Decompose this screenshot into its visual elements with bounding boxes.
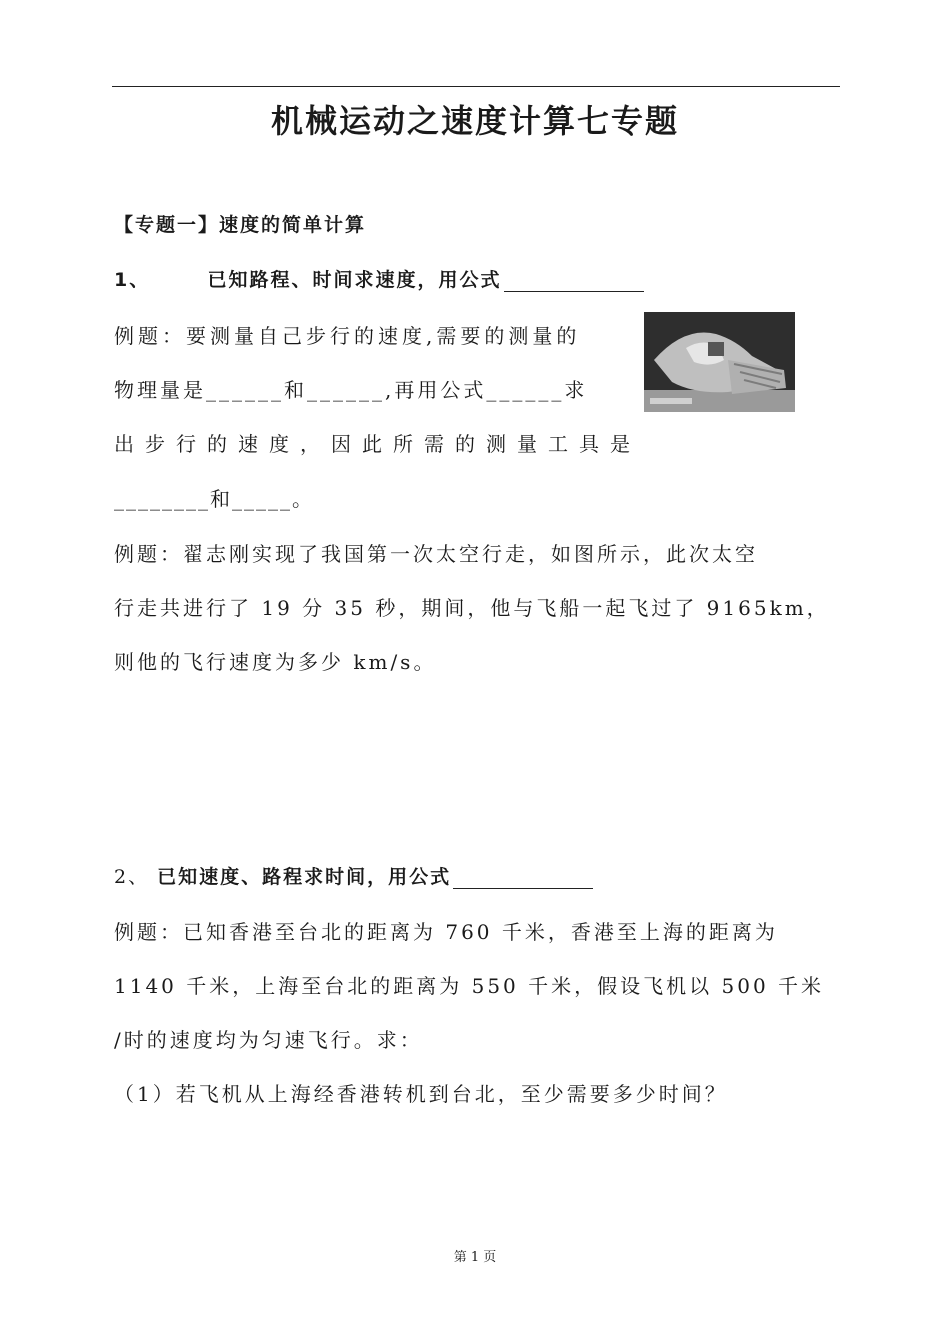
top-rule [112,86,840,87]
example-2-line-1: 例题：翟志刚实现了我国第一次太空行走，如图所示，此次太空 [114,542,758,566]
example-1-line-1: 例题：要测量自己步行的速度,需要的测量的 [114,324,581,348]
section-heading: 【专题一】速度的简单计算 [114,214,367,236]
question-2 [114,862,593,889]
sub-question-1: （1）若飞机从上海经香港转机到台北，至少需要多少时间？ [114,1082,728,1106]
example-1-line-2: 物理量是______和______,再用公式______求 [114,378,588,402]
example-3-line-3: /时的速度均为匀速飞行。求： [114,1028,423,1052]
question-2-number: 2、 [114,866,150,888]
page-number: 第 1 页 [453,1250,497,1265]
example-3-line-1: 例题：已知香港至台北的距离为 760 千米，香港至上海的距离为 [114,920,778,944]
formula-blank-2 [453,888,593,889]
question-1-number: 1、 [114,269,151,291]
example-2-line-2: 行走共进行了 19 分 35 秒，期间，他与飞船一起飞过了 9165km， [114,596,830,620]
example-3-line-2: 1140 千米，上海至台北的距离为 550 千米，假设飞机以 500 千米 [114,974,825,998]
example-1-line-3: 出步行的速度，因此所需的测量工具是 [114,432,641,456]
example-1-line-4: ________和_____。 [114,487,314,511]
formula-blank [504,291,644,292]
question-1 [114,265,644,292]
question-1-text: 已知路程、时间求速度，用公式 [207,269,502,291]
example-2-line-3: 则他的飞行速度为多少 km/s。 [114,650,437,674]
page-title: 机械运动之速度计算七专题 [270,102,679,140]
question-2-text: 已知速度、路程求时间，用公式 [157,866,452,888]
spacewalk-photo [644,312,795,412]
